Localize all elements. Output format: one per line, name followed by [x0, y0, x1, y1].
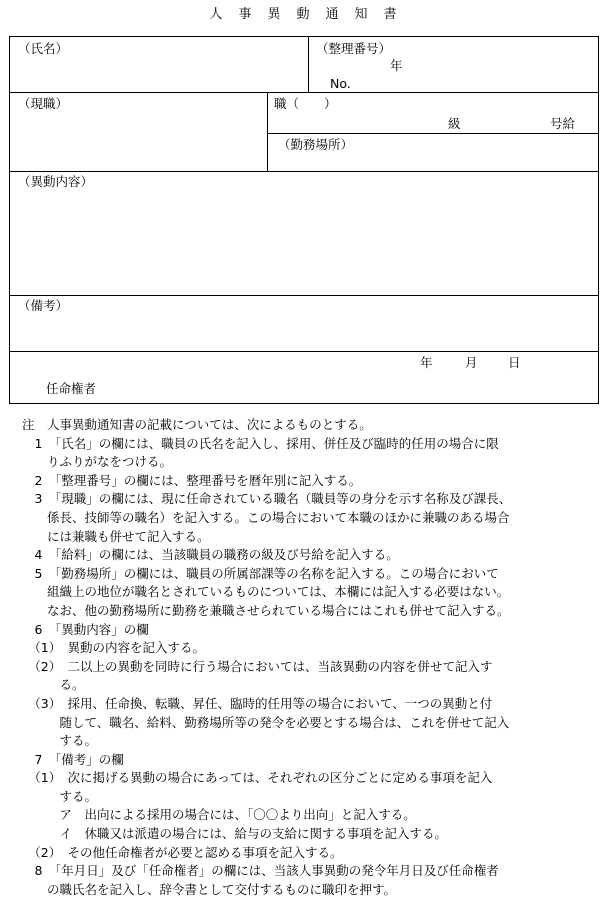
- note-line: する。: [22, 733, 98, 749]
- document-title: 人事異動通知書: [209, 7, 413, 22]
- note-line: なお、他の勤務場所に勤務を兼職させられている場合にはこれも併せて記入する。: [22, 602, 510, 618]
- row-divider-2: [10, 171, 598, 172]
- note-line: りふりがなをつける。: [22, 454, 173, 470]
- note-line: 随して、職名、給料、勤務場所等の発令を必要とする場合は、これを併せて記入: [22, 714, 510, 730]
- name-label: （氏名）: [18, 41, 69, 56]
- serial-no: No.: [330, 76, 351, 91]
- note-line: イ 休職又は派遣の場合には、給与の支給に関する事項を記入する。: [22, 826, 448, 842]
- note-line: 組織上の地位が職名とされているものについては、本欄には記入する必要はない。: [22, 584, 510, 600]
- note-line: 5 「勤務場所」の欄には、職員の所属部課等の名称を記入する。この場合において: [22, 565, 499, 581]
- note-line: 4 「給料」の欄には、当該職員の職務の級及び号給を記入する。: [22, 547, 399, 563]
- note-line: の職氏名を記入し、辞令書として交付するものに職印を押す。: [22, 881, 397, 897]
- serial-label: （整理番号）: [316, 41, 392, 56]
- current-post-label: （現職）: [18, 96, 69, 111]
- notes-section: [22, 416, 600, 899]
- date-year: 年: [420, 355, 433, 370]
- date-day: 日: [508, 355, 521, 370]
- current-post-divider: [267, 92, 268, 171]
- change-label: （異動内容）: [18, 174, 94, 189]
- note-line: （2） 二以上の異動を同時に行う場合においては、当該異動の内容を併せて記入す: [22, 658, 493, 674]
- note-line: 8 「年月日」及び「任命権者」の欄には、当該人事異動の発令年月日及び任命権者: [22, 863, 499, 879]
- note-line: 係長、技師等の職名）を記入する。この場合において本職のほかに兼職のある場合: [22, 509, 510, 525]
- serial-year: 年: [390, 58, 403, 73]
- note-line: 3 「現職」の欄には、現に任命されている職名（職員等の身分を示す名称及び課長、: [22, 491, 512, 507]
- note-line: （2） その他任命権者が必要と認める事項を記入する。: [22, 844, 343, 860]
- date-month: 月: [465, 355, 478, 370]
- remarks-label: （備考）: [18, 298, 69, 313]
- note-line: （3） 採用、任命換、転職、昇任、臨時的任用等の場合において、一つの異動と付: [22, 695, 493, 711]
- row-divider-3: [10, 295, 598, 296]
- notice-form: [9, 36, 599, 404]
- post-label: 職（ ）: [274, 96, 337, 111]
- note-line: 7 「備考」の欄: [22, 751, 124, 767]
- workplace-label: （勤務場所）: [278, 137, 354, 152]
- row-divider-1: [10, 92, 598, 93]
- note-line: 注 人事異動通知書の記載については、次によるものとする。: [22, 417, 372, 432]
- note-line: （1） 次に掲げる異動の場合にあっては、それぞれの区分ごとに定める事項を記入: [22, 770, 493, 786]
- note-line: 6 「異動内容」の欄: [22, 621, 149, 637]
- appointer-label: 任命権者: [46, 381, 97, 396]
- step-label: 号給: [550, 116, 576, 131]
- row-divider-4: [10, 351, 598, 352]
- note-line: る。: [22, 677, 85, 693]
- post-workplace-divider: [267, 133, 598, 134]
- grade-label: 級: [448, 116, 461, 131]
- note-line: には兼職も併せて記入する。: [22, 528, 210, 544]
- note-line: 1 「氏名」の欄には、職員の氏名を記入し、採用、併任及び臨時的任用の場合に限: [22, 435, 499, 451]
- name-serial-divider: [308, 37, 309, 92]
- note-line: する。: [22, 788, 98, 804]
- note-line: 2 「整理番号」の欄には、整理番号を暦年別に記入する。: [22, 472, 362, 488]
- note-line: ア 出向による採用の場合には、「〇〇より出向」と記入する。: [22, 807, 416, 823]
- note-line: （1） 異動の内容を記入する。: [22, 640, 205, 656]
